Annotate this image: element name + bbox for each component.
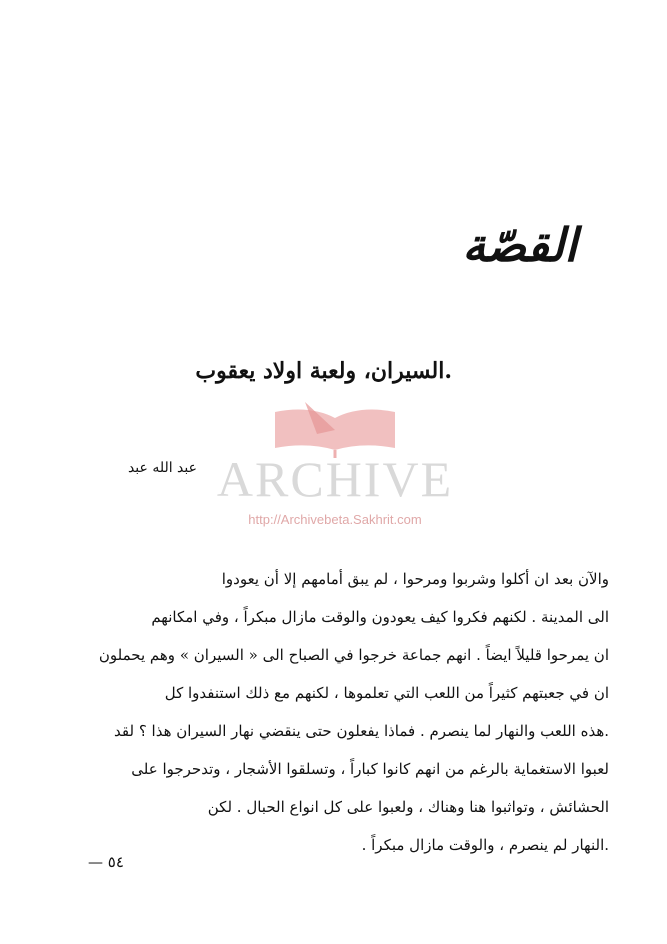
story-body [54,560,609,864]
body-line: ان في جعبتهم كثيراً من اللعب التي تعلموها ، لكنهم مع ذلك استنفدوا كل [164,684,609,702]
body-line: الى المدينة . لكنهم فكروا كيف يعودون والوقت مازال مبكراً ، وفي امكانهم [151,608,609,626]
page-number: ٥٤ — [88,853,124,871]
author-name: عبد الله عبد [127,460,197,476]
watermark-url: http://Archivebeta.Sakhrit.com [248,512,422,527]
body-line: .هذه اللعب والنهار لما ينصرم . فماذا يفعلون حتى ينقضي نهار السيران هذا ؟ لقد [114,722,609,740]
archive-watermark [205,400,465,535]
watermark-word: ARCHIVE [216,451,454,507]
open-book-logo [265,400,405,460]
body-line: والآن بعد ان أكلوا وشربوا ومرحوا ، لم يبق أمامهم إلا أن يعودوا [221,570,609,588]
story-title: .السيران، ولعبة اولاد يعقوب [195,358,452,384]
body-line: لعبوا الاستغماية بالرغم من انهم كانوا كباراً ، وتسلقوا الأشجار ، وتدحرجوا على [131,760,609,778]
body-line: .النهار لم ينصرم ، والوقت مازال مبكراً . [361,836,609,854]
body-line: ان يمرحوا قليلاً ايضاً . انهم جماعة خرجوا في الصباح الى « السيران » وهم يحملون [98,646,609,664]
section-heading: القصّة [462,218,577,272]
body-line: الحشائش ، وتواثبوا هنا وهناك ، ولعبوا على كل انواع الحبال . لكن [207,798,609,816]
